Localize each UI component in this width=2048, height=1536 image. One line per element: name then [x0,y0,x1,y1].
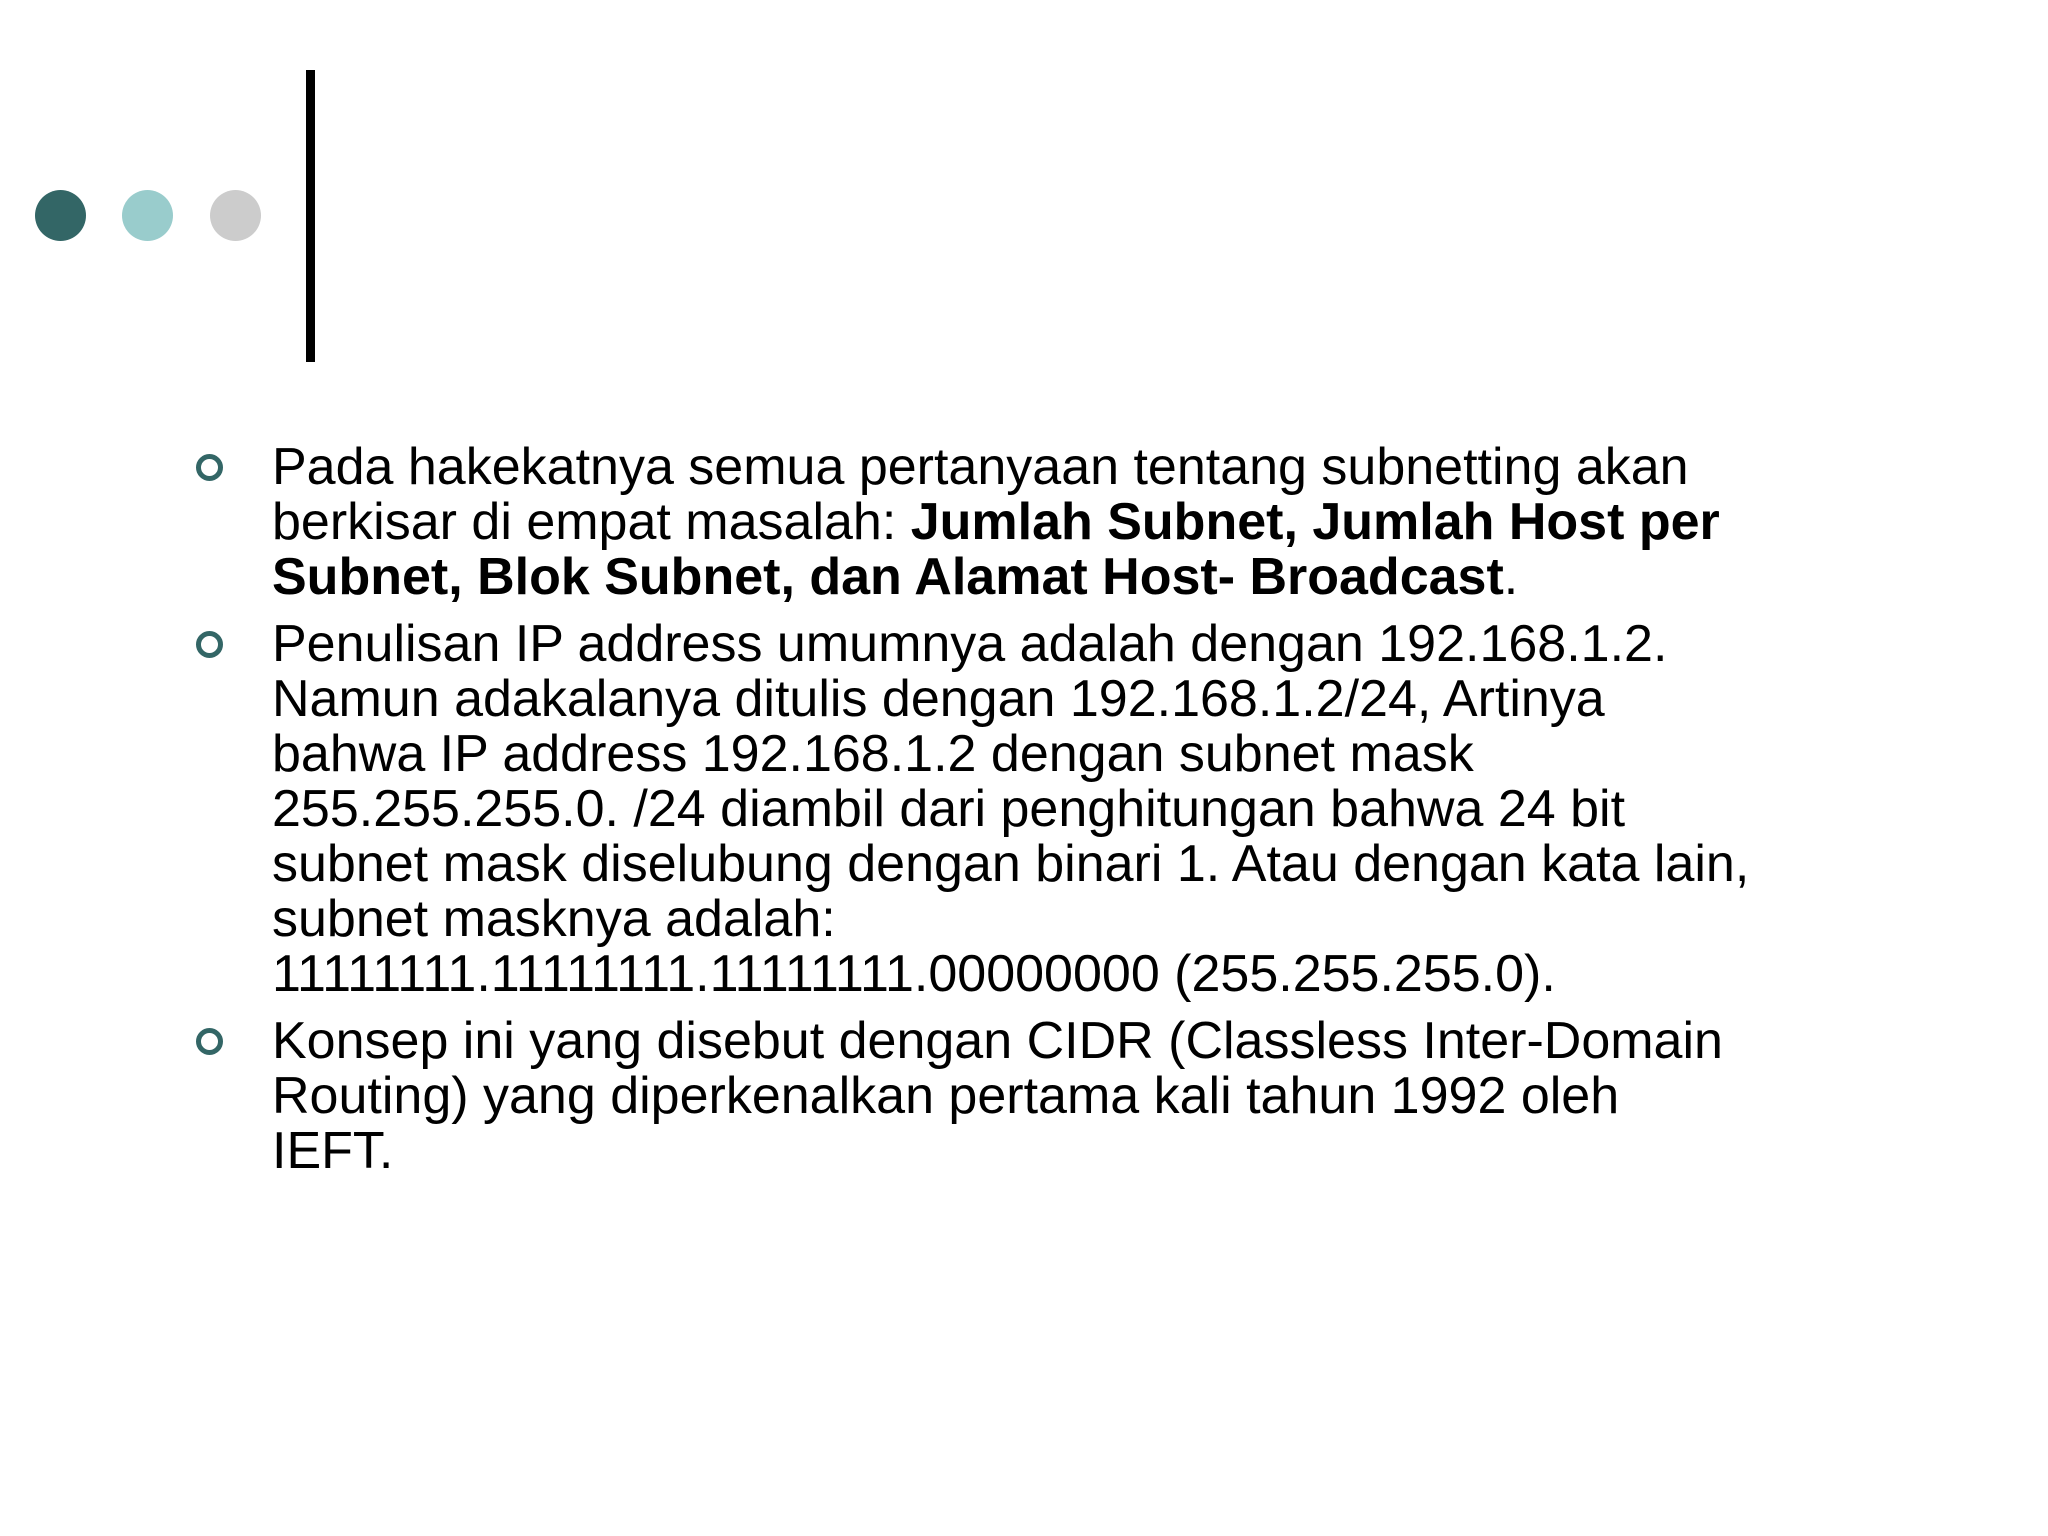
text-line: Subnet, Blok Subnet, dan Alamat Host- Broadcast. [272,548,1519,606]
text-line: bahwa IP address 192.168.1.2 dengan subnet mask [272,725,1474,783]
hollow-circle-icon [196,1028,223,1055]
decorative-dot-dark [35,190,86,241]
bullet-item-2 [190,617,1990,1002]
bold-text: Subnet, Blok Subnet, dan Alamat Host- Broadcast [272,548,1504,606]
hollow-circle-icon [196,454,223,481]
text-line: Namun adakalanya ditulis dengan 192.168.1.2/24, Artinya [272,670,1605,728]
bullet-item-1 [190,440,1990,605]
text-line: subnet mask diselubung dengan binari 1. Atau dengan kata lain, [272,835,1750,893]
text-line: IEFT. [272,1122,394,1180]
bold-text: Jumlah Subnet, Jumlah Host per [910,493,1720,551]
text-line: subnet masknya adalah: [272,890,836,948]
text-line: berkisar di empat masalah: Jumlah Subnet, Jumlah Host per [272,493,1720,551]
hollow-circle-icon [196,631,223,658]
text-line: Penulisan IP address umumnya adalah dengan 192.168.1.2. [272,615,1668,673]
text-line: Konsep ini yang disebut dengan CIDR (Classless Inter-Domain [272,1012,1723,1070]
title-divider-line [306,70,315,362]
slide-body [190,440,1990,1191]
text-line: Pada hakekatnya semua pertanyaan tentang subnetting akan [272,438,1689,496]
decorative-dot-light [122,190,173,241]
bullet-item-3 [190,1014,1990,1179]
text-line: 255.255.255.0. /24 diambil dari penghitungan bahwa 24 bit [272,780,1626,838]
text-line: Routing) yang diperkenalkan pertama kali tahun 1992 oleh [272,1067,1620,1125]
decorative-dot-gray [210,190,261,241]
text-line: 11111111.11111111.11111111.00000000 (255.255.255.0). [272,945,1556,1003]
